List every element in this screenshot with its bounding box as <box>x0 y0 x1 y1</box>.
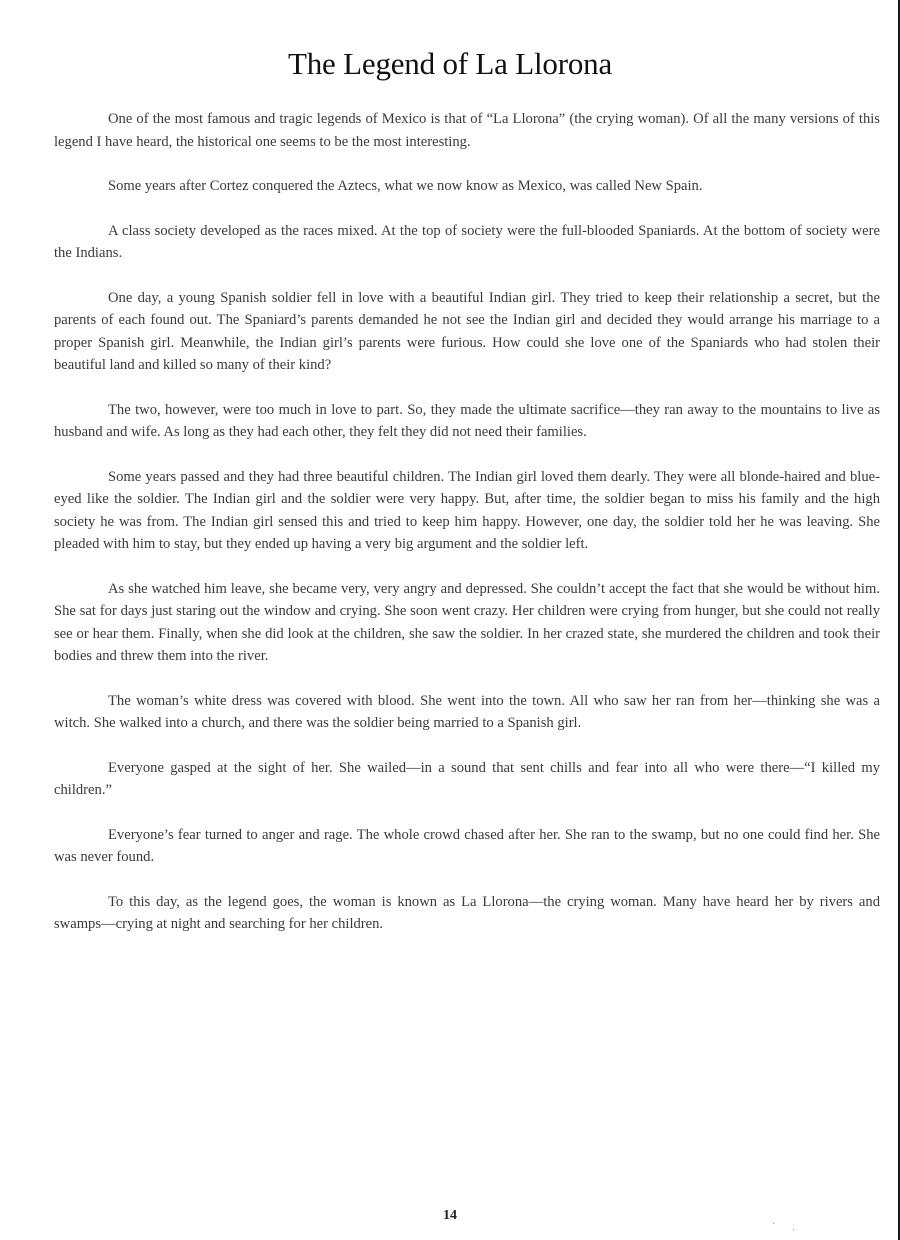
paragraph-class-society: A class society developed as the races mixed. At the top of society were the full-blooded Spaniards. At the bottom of society were the Indians. <box>54 222 880 261</box>
scan-speck: ․ <box>772 1216 776 1226</box>
scan-speck: ․ <box>792 1222 796 1232</box>
paragraph-intro: One of the most famous and tragic legends of Mexico is that of “La Llorona” (the crying woman). Of all the many versions of this legend I have heard, the historical one seems to be the most interesting. <box>54 111 880 150</box>
paragraph-depression: As she watched him leave, she became very, very angry and depressed. She couldn’t accept the fact that she would be without him. She sat for days just staring out the window and crying. She soon went crazy. Her children were crying from hunger, but she could not really see or hear them. Finally, when she did look at the children, she saw the soldier. In her crazed state, she murdered the children and took their bodies and threw them into the river. <box>54 580 880 664</box>
page-title: The Legend of La Llorona <box>288 46 612 81</box>
paragraph-gasped: Everyone gasped at the sight of her. She wailed—in a sound that sent chills and fear into all who were there—“I killed my children.” <box>54 759 880 798</box>
paragraph-chase: Everyone’s fear turned to anger and rage. The whole crowd chased after her. She ran to the swamp, but no one could find her. She was never found. <box>54 826 880 865</box>
paragraph-soldier-love: One day, a young Spanish soldier fell in love with a beautiful Indian girl. They tried to keep their relationship a secret, but the parents of each found out. The Spaniard’s parents demanded he not see the Indian girl and decided they would arrange his marriage to a proper Spanish girl. Meanwhile, the Indian girl’s parents were furious. How could she love one of the Spaniards who had stolen their beautiful land and killed so many of their kind? <box>54 289 880 373</box>
paragraph-children: Some years passed and they had three beautiful children. The Indian girl loved them dearly. They were all blonde-haired and blue-eyed like the soldier. The Indian girl and the soldier were very happy. But, after time, the soldier began to miss his family and the high society he was from. The Indian girl sensed this and tried to keep him happy. However, one day, the soldier told her he was leaving. She pleaded with him to stay, but they ended up having a very big argument and the soldier left. <box>54 468 880 552</box>
paragraph-legend-today: To this day, as the legend goes, the woman is known as La Llorona—the crying woman. Many have heard her by rivers and swamps—crying at night and searching for her children. <box>54 893 880 932</box>
paragraph-new-spain: Some years after Cortez conquered the Aztecs, what we now know as Mexico, was called New Spain. <box>108 178 703 194</box>
page-number: 14 <box>443 1208 457 1223</box>
paragraph-white-dress: The woman’s white dress was covered with blood. She went into the town. All who saw her ran from her—thinking she was a witch. She walked into a church, and there was the soldier being married to a Spanish girl. <box>54 692 880 731</box>
paragraph-ran-away: The two, however, were too much in love to part. So, they made the ultimate sacrifice—they ran away to the mountains to live as husband and wife. As long as they had each other, they felt they did not need their families. <box>54 401 880 440</box>
story-body <box>54 108 880 958</box>
